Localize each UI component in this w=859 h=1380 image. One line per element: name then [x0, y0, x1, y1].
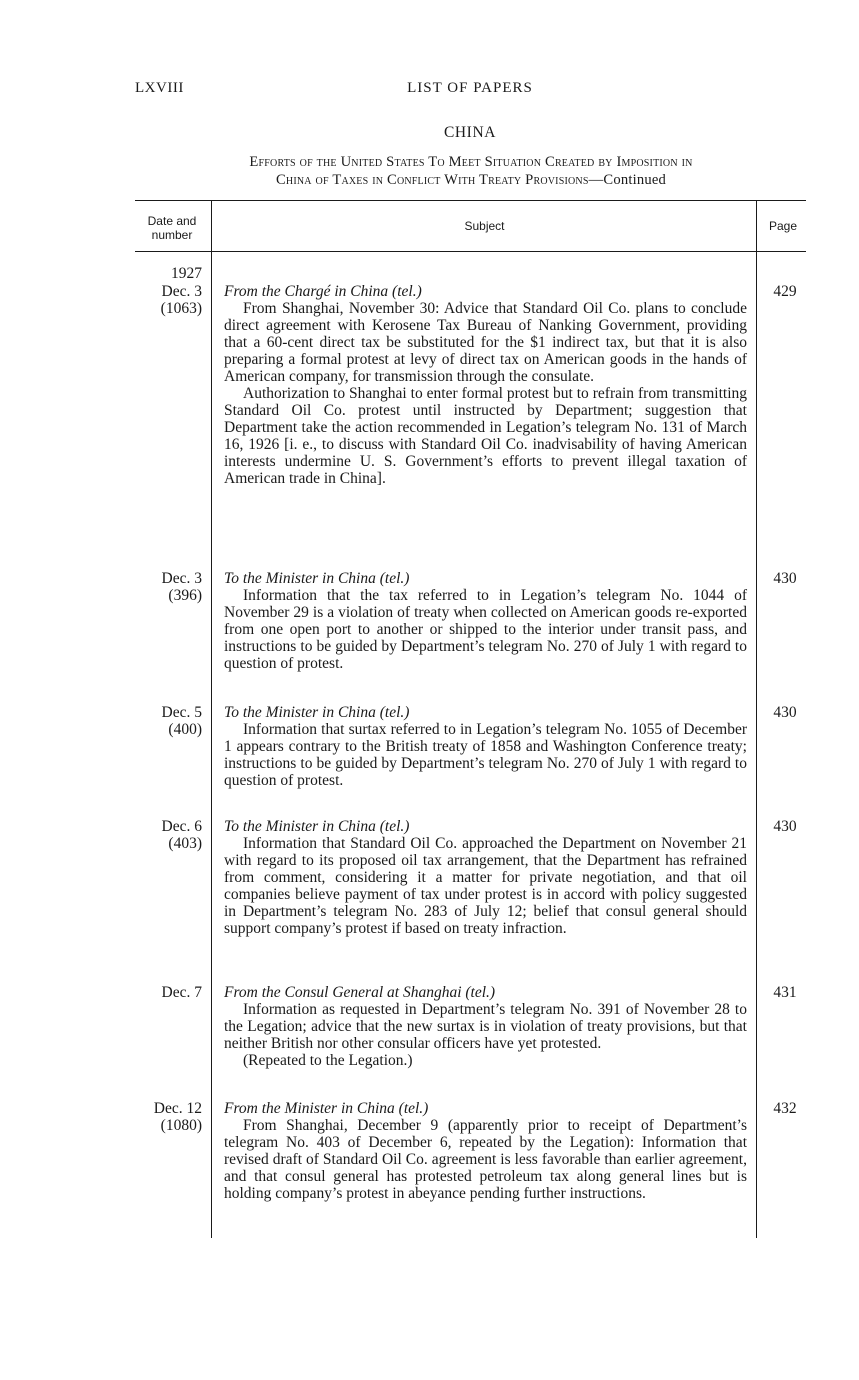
table-header-rule	[135, 251, 806, 252]
page-folio: LXVIII	[135, 80, 184, 96]
entry-page: 429	[773, 283, 797, 300]
entry-page: 430	[773, 570, 797, 587]
entry-number: (403)	[168, 835, 202, 852]
section-title-line2	[133, 171, 809, 189]
entry-heading: To the Minister in China (tel.)	[224, 818, 410, 835]
entry-paragraph: Information that Standard Oil Co. approached the Department on November 21 with regard to its proposed oil tax arrangement, that the Department has refrained from comment, considering it a matter for private negotiation, and that oil companies believe payment of tax under protest is in accord with policy suggested in Department’s telegram No. 283 of July 12; belief that consul general should support company’s protest if based on treaty infraction.	[224, 835, 747, 937]
section-continued: —Continued	[588, 172, 667, 188]
entry-number: (1063)	[160, 300, 202, 317]
entry-subject	[224, 283, 747, 487]
entry-subject	[224, 1100, 747, 1202]
entry-paragraph: Information as requested in Department’s telegram No. 391 of November 28 to the Legation; advice that the new surtax is in violation of treaty provisions, but that neither British nor other consular officers have yet protested.	[224, 1001, 747, 1052]
entry-paragraph: Information that surtax referred to in Legation’s telegram No. 1055 of December 1 appears contrary to the British treaty of 1858 and Washington Conference treaty; instructions to be guided by Department’s telegram No. 270 of July 1 with regard to question of protest.	[224, 721, 747, 789]
entry-date-text: Dec. 7	[161, 984, 202, 1001]
entry-paragraph: From Shanghai, November 30: Advice that Standard Oil Co. plans to conclude direct agreement with Kerosene Tax Bureau of Nanking Government, providing that a 60-cent direct tax be substituted for the $1 indirect tax, but that it is also preparing a formal protest at levy of direct tax on American goods in the hands of American company, for transmission through the consulate.	[224, 300, 747, 385]
entry-subject	[224, 704, 747, 789]
entry-heading: To the Minister in China (tel.)	[224, 570, 410, 587]
section-title	[133, 153, 809, 189]
column-divider-left	[211, 200, 212, 1238]
entry-subject	[224, 570, 747, 672]
entry-heading: From the Minister in China (tel.)	[224, 1100, 429, 1117]
entry-heading: From the Consul General at Shanghai (tel.)	[224, 984, 496, 1001]
column-header-date-line1: Date and	[147, 214, 197, 228]
entry-number: (400)	[168, 721, 202, 738]
entry-date	[135, 283, 202, 317]
column-header-subject: Subject	[464, 219, 505, 233]
entry-date-text: Dec. 3	[161, 570, 202, 587]
entry-heading: To the Minister in China (tel.)	[224, 704, 410, 721]
entry-paragraph: Information that the tax referred to in Legation’s telegram No. 1044 of November 29 is a violation of treaty when collected on American goods re-exported from one open port to another or shipped to the interior under transit pass, and instructions to be guided by Department’s telegram No. 270 of July 1 with regard to question of protest.	[224, 587, 747, 672]
country-heading: CHINA	[443, 124, 497, 141]
entry-paragraph: Authorization to Shanghai to enter formal protest but to refrain from transmitting Standard Oil Co. protest until instructed by Department; suggestion that Department take the action recommended in Legation’s telegram No. 131 of March 16, 1926 [i. e., to discuss with Standard Oil Co. inadvisability of having American interests undermine U. S. Government’s efforts to prevent illegal taxation of American trade in China].	[224, 385, 747, 487]
entry-page: 432	[773, 1100, 797, 1117]
table-top-rule	[135, 200, 806, 201]
entry-page: 430	[773, 818, 797, 835]
entry-subject	[224, 984, 747, 1069]
entry-date	[135, 984, 202, 1001]
entry-page: 431	[773, 984, 797, 1001]
entry-date	[135, 818, 202, 852]
entry-number: (1080)	[160, 1117, 202, 1134]
entry-paragraph: From Shanghai, December 9 (apparently prior to receipt of Department’s telegram No. 403 of December 6, repeated by the Legation): Information that revised draft of Standard Oil Co. agreement is less favorable than earlier agreement, and that consul general has protested petroleum tax along general lines but is holding company’s protest in abeyance pending further instructions.	[224, 1117, 747, 1202]
entry-date	[135, 704, 202, 738]
column-header-page: Page	[768, 219, 798, 233]
entry-subject	[224, 818, 747, 937]
entry-number: (396)	[168, 587, 202, 604]
year-label: 1927	[171, 265, 202, 282]
entry-page: 430	[773, 704, 797, 721]
entry-paragraph: (Repeated to the Legation.)	[243, 1052, 413, 1069]
entry-date-text: Dec. 3	[161, 283, 202, 300]
entry-date-text: Dec. 12	[153, 1100, 202, 1117]
entry-heading: From the Chargé in China (tel.)	[224, 283, 422, 300]
entry-date	[135, 1100, 202, 1134]
column-divider-right	[756, 200, 757, 1238]
section-title-line1: Efforts of the United States To Meet Situation Created by Imposition in	[249, 154, 693, 170]
column-header-date-line2: number	[151, 228, 193, 242]
section-title-line2-text: China of Taxes in Conflict With Treaty Provisions	[275, 172, 589, 188]
page-header	[135, 80, 805, 102]
entry-date-text: Dec. 6	[161, 818, 202, 835]
entry-date-text: Dec. 5	[161, 704, 202, 721]
column-header-date	[135, 214, 209, 242]
entry-date	[135, 570, 202, 604]
running-title: LIST OF PAPERS	[407, 80, 533, 96]
